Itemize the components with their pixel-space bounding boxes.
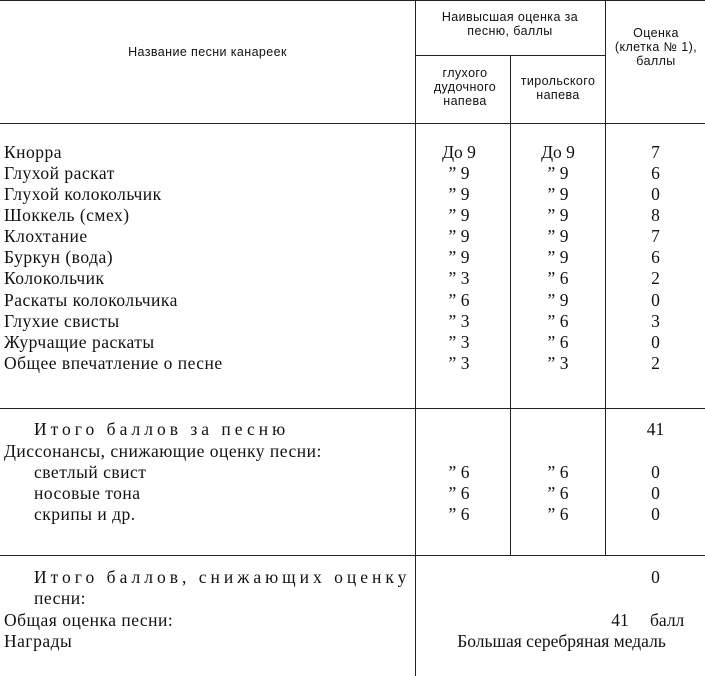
- overall-unit: балл: [650, 610, 685, 630]
- hollow-value: ” 3: [448, 332, 470, 352]
- overall-value: 41: [611, 610, 629, 630]
- hollow-value: ” 3: [448, 268, 470, 288]
- tyrolean-value: ” 6: [547, 504, 569, 524]
- song-name: Буркун (вода): [4, 247, 114, 267]
- dissonance-name: носовые тона: [34, 483, 141, 503]
- dissonance-title: Диссонансы, снижающие оценку песни:: [4, 441, 322, 461]
- tyrolean-value: ” 6: [547, 332, 569, 352]
- song-name: Шоккель (смех): [4, 205, 130, 225]
- tyrolean-value: ” 6: [547, 311, 569, 331]
- rule-top: [0, 0, 705, 1]
- tyrolean-value: ” 6: [547, 462, 569, 482]
- song-name: Общее впечатление о песне: [4, 353, 223, 373]
- song-name: Кнорра: [4, 142, 63, 162]
- header-score: Оценка (клетка № 1), баллы: [614, 26, 698, 68]
- dissonance-name: светлый свист: [34, 462, 147, 482]
- header-highest-score: Наивысшая оценка за песню, баллы: [441, 10, 579, 38]
- score-value: 0: [651, 184, 660, 204]
- header-tyrolean-tune: тирольского напева: [520, 74, 596, 102]
- score-value: 0: [651, 504, 660, 524]
- total-song-label: Итого баллов за песню: [34, 419, 290, 439]
- tyrolean-value: ” 9: [547, 163, 569, 183]
- hollow-value: До 9: [442, 142, 476, 162]
- score-value: 2: [651, 268, 660, 288]
- song-name: Глухие свисты: [4, 311, 120, 331]
- score-value: 3: [651, 311, 660, 331]
- dissonance-name: скрипы и др.: [34, 504, 136, 524]
- hollow-value: ” 3: [448, 311, 470, 331]
- tyrolean-value: ” 9: [547, 226, 569, 246]
- score-value: 8: [651, 205, 660, 225]
- hollow-value: ” 9: [448, 205, 470, 225]
- tyrolean-value: ” 3: [547, 353, 569, 373]
- hollow-value: ” 9: [448, 163, 470, 183]
- hollow-value: ” 3: [448, 353, 470, 373]
- rule-section-2: [0, 555, 705, 556]
- score-value: 7: [651, 226, 660, 246]
- song-name: Глухой колокольчик: [4, 184, 162, 204]
- rule-section-1: [0, 408, 705, 409]
- hollow-value: ” 9: [448, 247, 470, 267]
- total-song-score: 41: [646, 419, 665, 439]
- song-name: Колокольчик: [4, 268, 105, 288]
- score-value: 0: [651, 483, 660, 503]
- tyrolean-value: ” 9: [547, 290, 569, 310]
- score-value: 0: [651, 462, 660, 482]
- total-reduce-label-2: песни:: [34, 588, 86, 608]
- tyrolean-value: ” 9: [547, 247, 569, 267]
- hollow-value: ” 9: [448, 226, 470, 246]
- rule-header-bottom: [0, 123, 705, 124]
- hollow-value: ” 6: [448, 290, 470, 310]
- score-value: 6: [651, 247, 660, 267]
- score-value: 6: [651, 163, 660, 183]
- tyrolean-value: ” 6: [547, 483, 569, 503]
- song-name: Журчащие раскаты: [4, 332, 155, 352]
- score-value: 0: [651, 290, 660, 310]
- song-name: Глухой раскат: [4, 163, 115, 183]
- song-name: Раскаты колокольчика: [4, 290, 178, 310]
- score-value: 7: [651, 142, 660, 162]
- tyrolean-value: ” 9: [547, 184, 569, 204]
- awards-value: Большая серебряная медаль: [457, 631, 666, 651]
- header-hollow-tune: глухого дудочного напева: [433, 66, 497, 108]
- hollow-value: ” 6: [448, 504, 470, 524]
- total-reduce-score: 0: [651, 567, 660, 587]
- score-value: 2: [651, 353, 660, 373]
- hollow-value: ” 6: [448, 483, 470, 503]
- song-name: Клохтание: [4, 226, 88, 246]
- tyrolean-value: ” 6: [547, 268, 569, 288]
- tyrolean-value: До 9: [541, 142, 575, 162]
- header-song-name: Название песни канареек: [128, 45, 287, 59]
- hollow-value: ” 9: [448, 184, 470, 204]
- overall-label: Общая оценка песни:: [4, 610, 174, 630]
- total-reduce-label-1: Итого баллов, снижающих оценку: [34, 567, 411, 587]
- tyrolean-value: ” 9: [547, 205, 569, 225]
- hollow-value: ” 6: [448, 462, 470, 482]
- awards-label: Награды: [4, 631, 73, 651]
- score-value: 0: [651, 332, 660, 352]
